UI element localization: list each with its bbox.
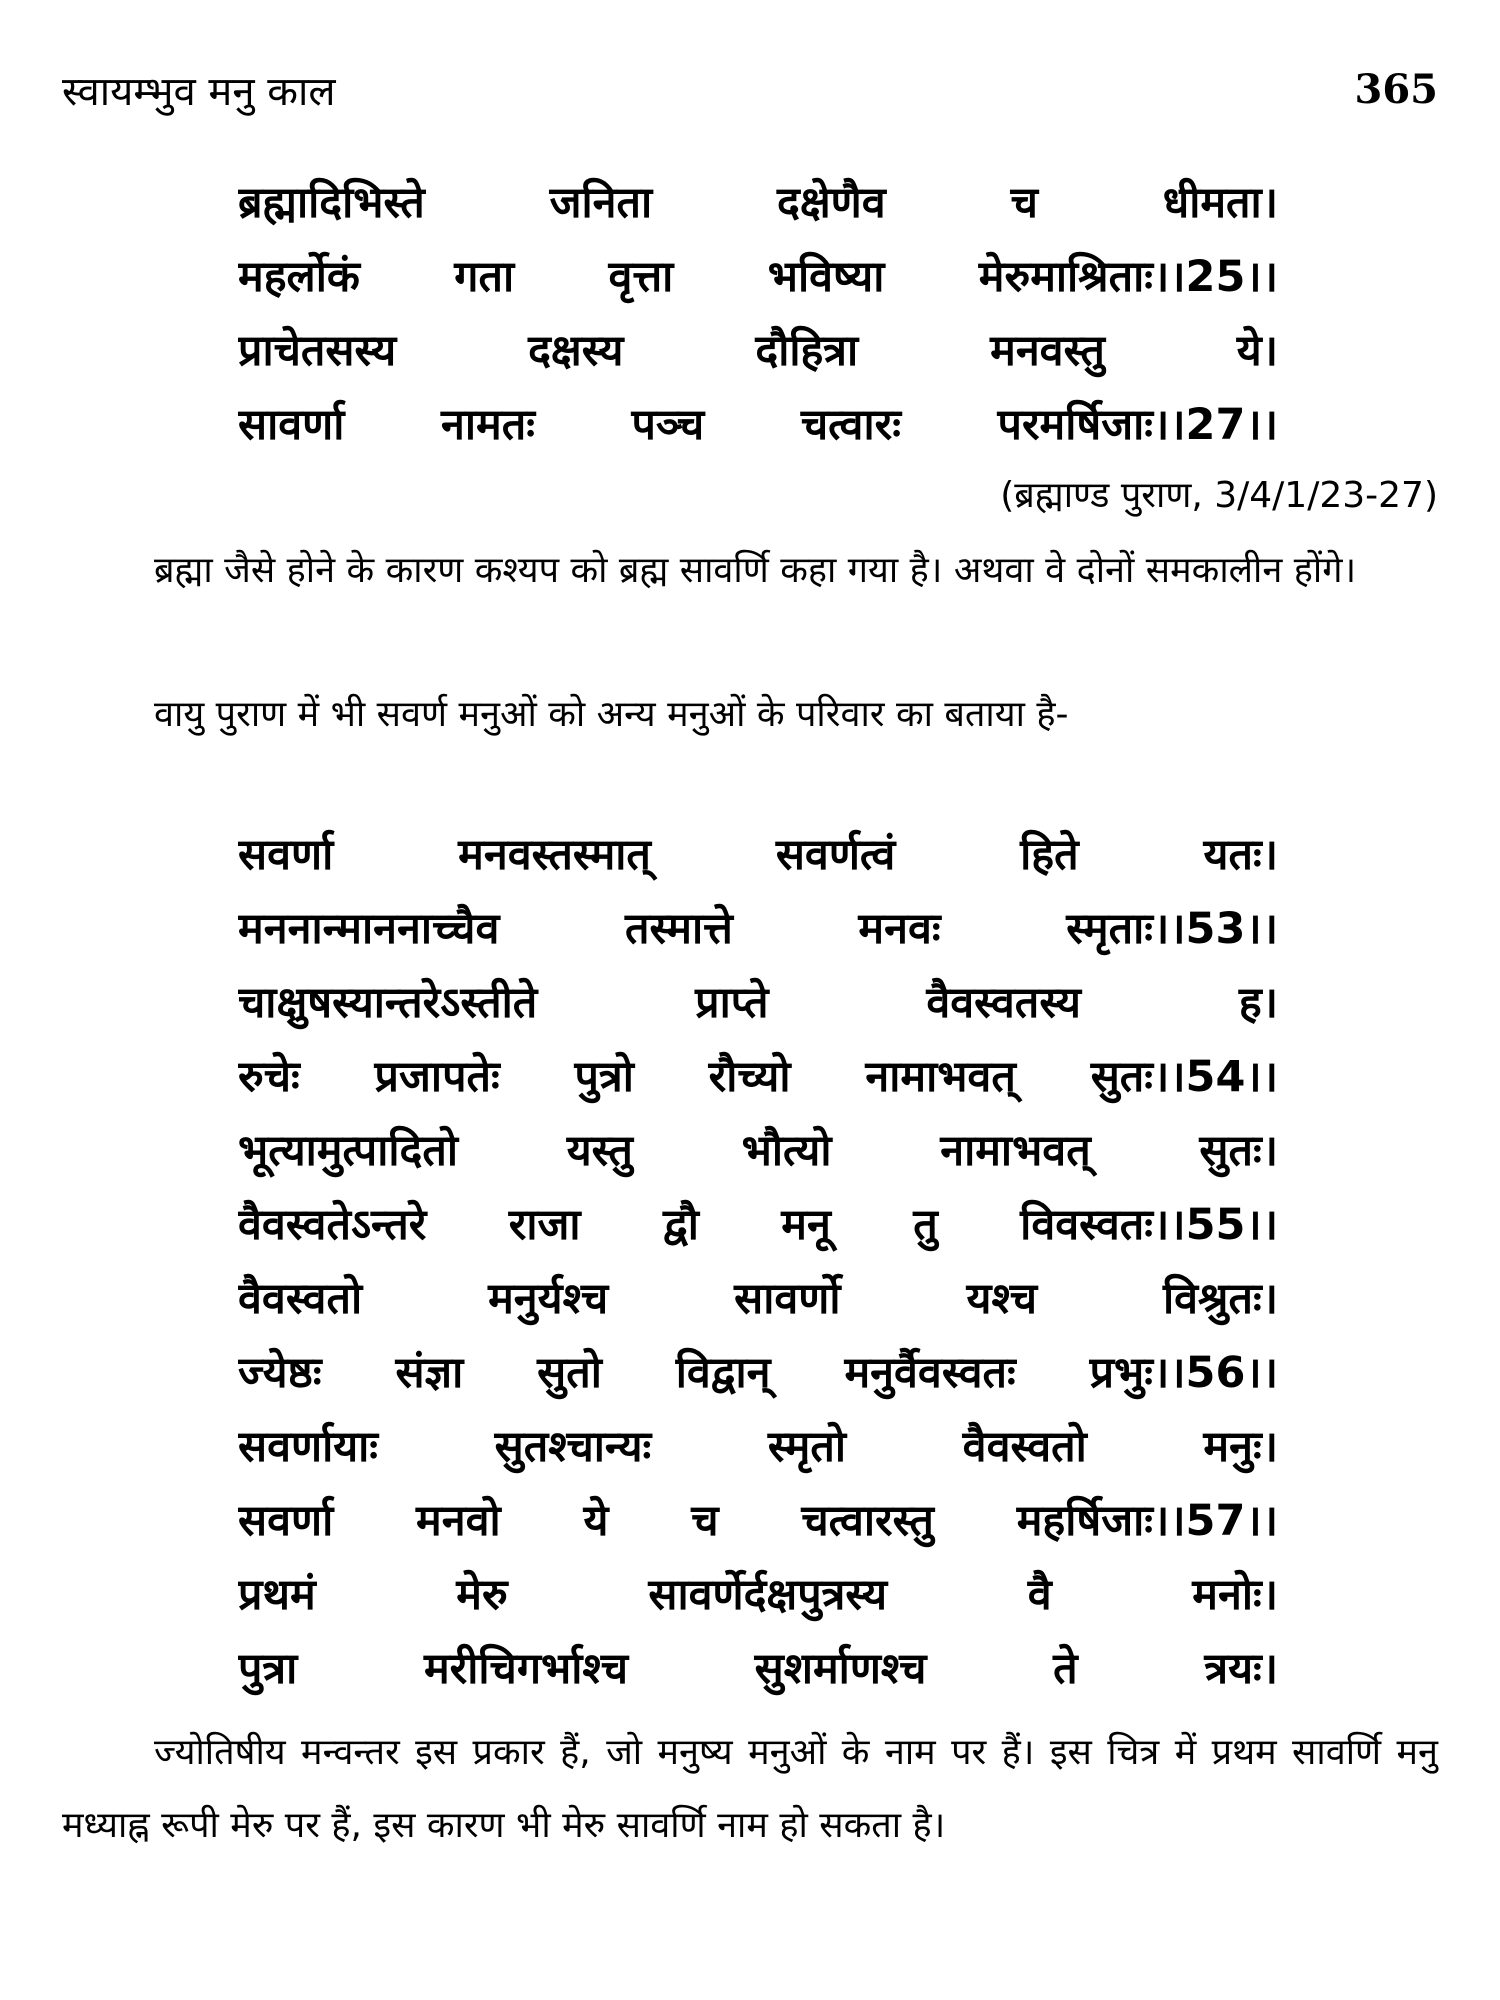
verse-citation: (ब्रह्माण्ड पुराण, 3/4/1/23-27) [1000, 475, 1438, 516]
verse-line: ब्रह्मादिभिस्ते जनिता दक्षेणैव च धीमता। [238, 178, 1278, 228]
verse-line: सवर्णा मनवस्तस्मात् सवर्णत्वं हिते यतः। [238, 830, 1278, 880]
verse-line: पुत्रा मरीचिगर्भाश्च सुशर्माणश्च ते त्रयः। [238, 1644, 1278, 1694]
verse-line: वैवस्वतेऽन्तरे राजा द्वौ मनू तु विवस्वतः।।55।। [238, 1200, 1278, 1250]
verse-block-vayu [238, 818, 1278, 1706]
verse-line: सवर्णायाः सुतश्चान्यः स्मृतो वैवस्वतो मनुः। [238, 1422, 1278, 1472]
verse-line: महर्लोकं गता वृत्ता भविष्या मेरुमाश्रिताः।।25।। [238, 252, 1278, 302]
verse-line: वैवस्वतो मनुर्यश्च सावर्णो यश्च विश्रुतः। [238, 1274, 1278, 1324]
verse-line: सवर्णा मनवो ये च चत्वारस्तु महर्षिजाः।।57।। [238, 1496, 1278, 1546]
running-head: स्वायम्भुव मनु काल [62, 69, 336, 115]
verse-line: रुचेः प्रजापतेः पुत्रो रौच्यो नामाभवत् सुतः।।54।। [238, 1052, 1278, 1102]
verse-line: प्रथमं मेरु सावर्णेर्दक्षपुत्रस्य वै मनोः। [238, 1570, 1278, 1620]
verse-line: सावर्णा नामतः पञ्च चत्वारः परमर्षिजाः।।27।। [238, 400, 1278, 450]
verse-line: चाक्षुषस्यान्तरेऽस्तीते प्राप्ते वैवस्वतस्य ह। [238, 978, 1278, 1028]
verse-line: भूत्यामुत्पादितो यस्तु भौत्यो नामाभवत् सुतः। [238, 1126, 1278, 1176]
paragraph-kashyap: ब्रह्मा जैसे होने के कारण कश्यप को ब्रह्म सावर्णि कहा गया है। अथवा वे दोनों समकालीन होंगे। [154, 550, 1357, 591]
paragraph-jyotish: ज्योतिषीय मन्वन्तर इस प्रकार हैं, जो मनुष्य मनुओं के नाम पर हैं। इस चित्र में प्रथम सावर्णि मनु मध्याह्न रूपी मेरु पर हैं, इस कारण भी मेरु सावर्णि नाम हो सकता है। [62, 1732, 1438, 1846]
paragraph-vayu-intro: वायु पुराण में भी सवर्ण मनुओं को अन्य मनुओं के परिवार का बताया है- [154, 694, 1069, 735]
verse-line: मननान्माननाच्चैव तस्मात्ते मनवः स्मृताः।।53।। [238, 904, 1278, 954]
page-number: 365 [1354, 66, 1438, 113]
verse-line: ज्येष्ठः संज्ञा सुतो विद्वान् मनुर्वैवस्वतः प्रभुः।।56।। [238, 1348, 1278, 1398]
verse-block-brahmanda [238, 166, 1278, 462]
verse-line: प्राचेतसस्य दक्षस्य दौहित्रा मनवस्तु ये। [238, 326, 1278, 376]
